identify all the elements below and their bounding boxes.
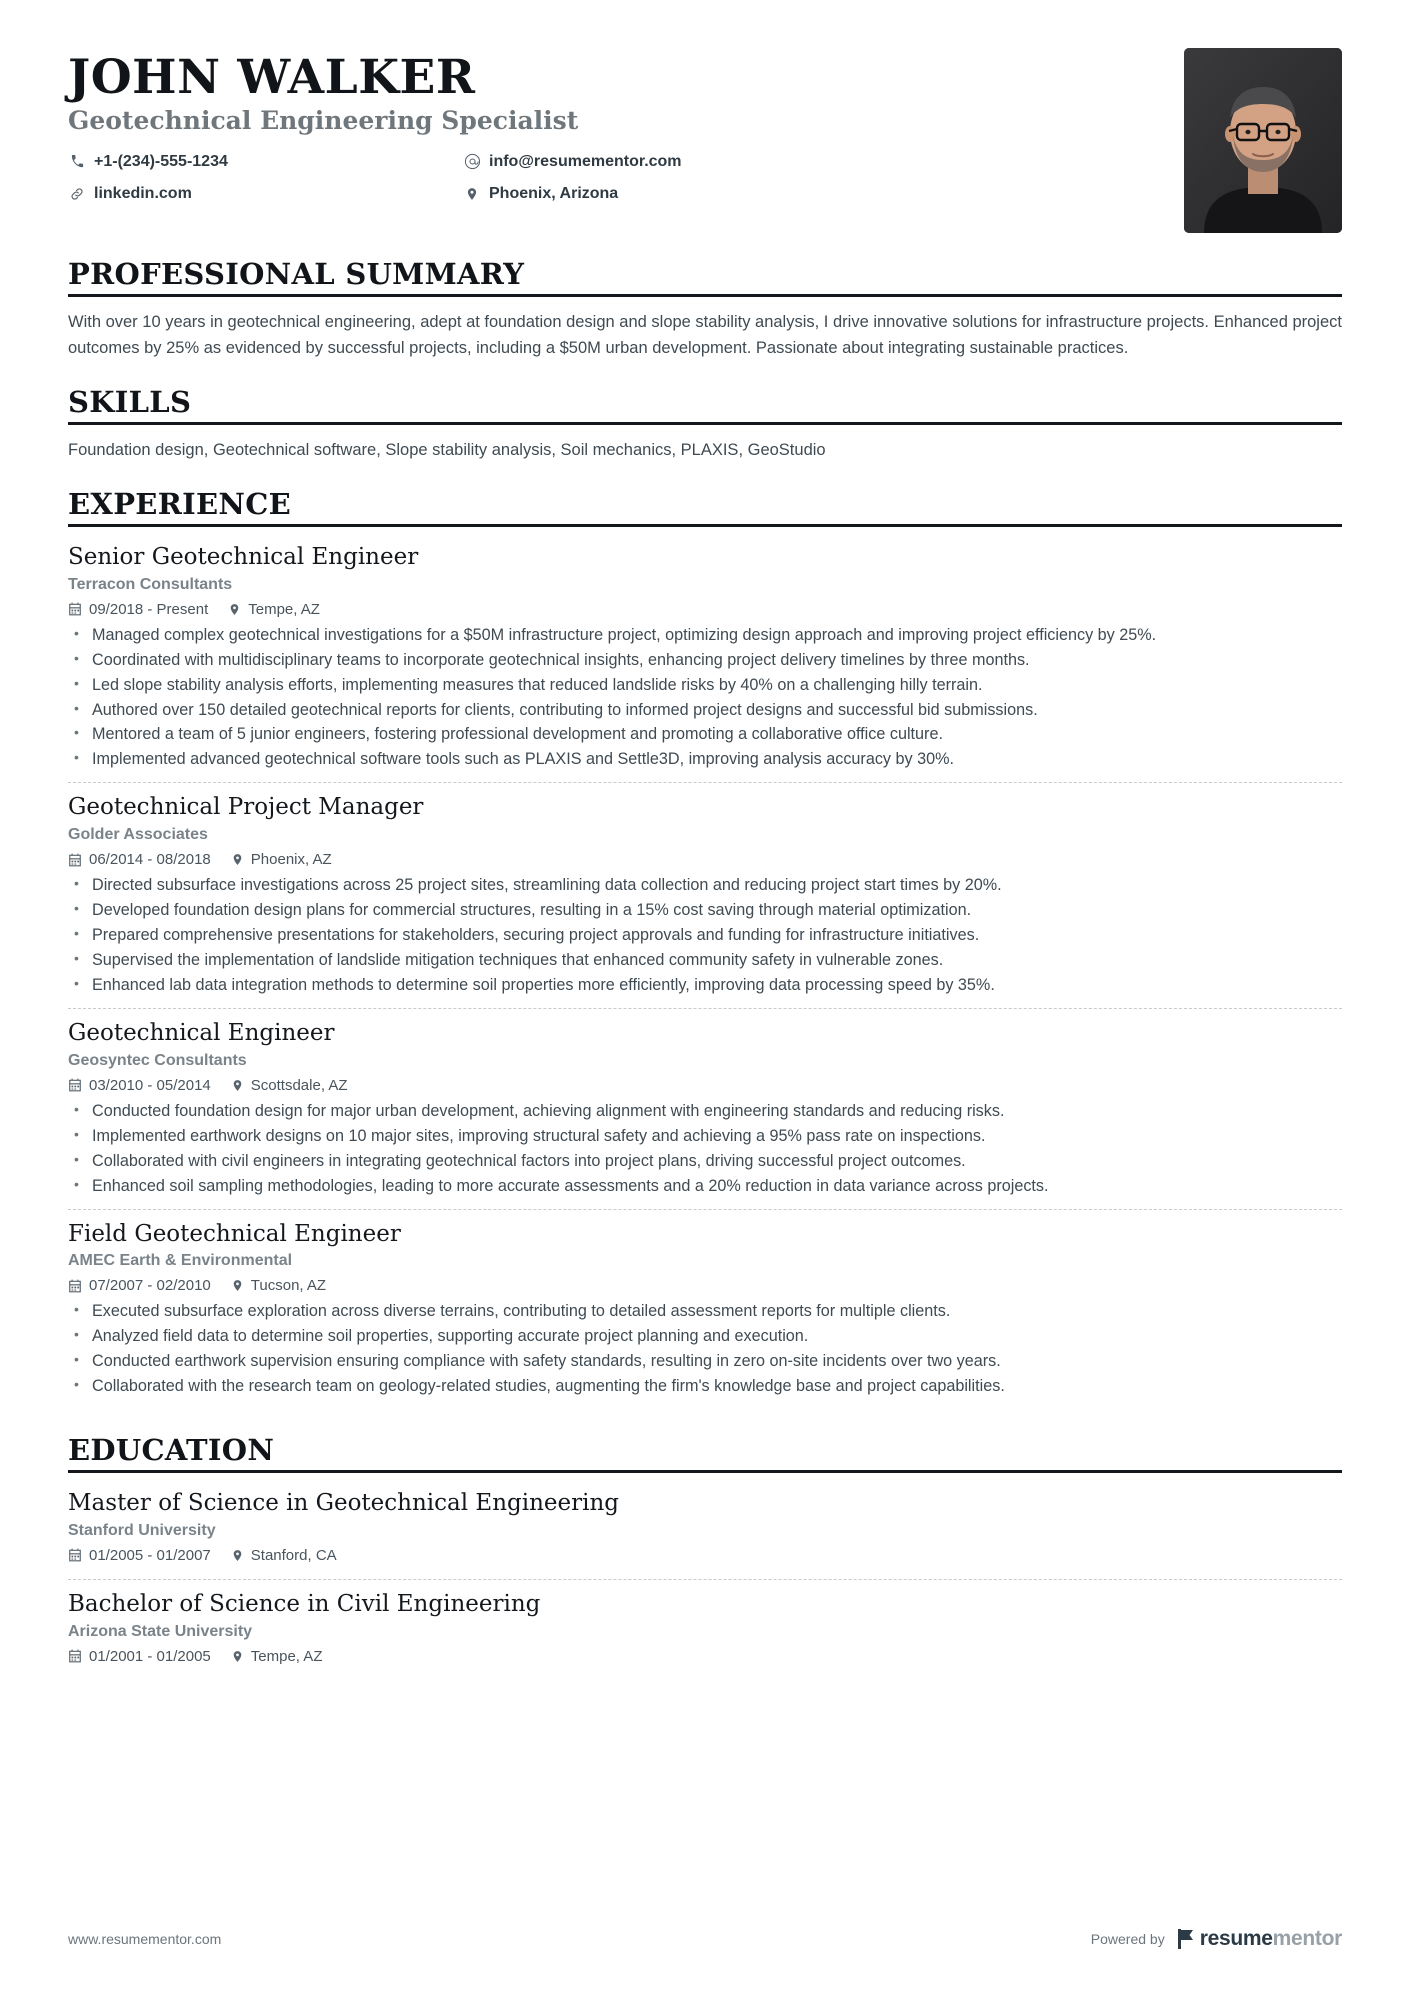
entry-dates <box>68 1277 211 1294</box>
entry-bullet: • Implemented advanced geotechnical software tools such as PLAXIS and Settle3D, improving analysis accuracy by 30%. <box>68 748 1342 772</box>
calendar-icon <box>68 1548 82 1562</box>
entry-dates <box>68 601 208 618</box>
entry-organization: Geosyntec Consultants <box>68 1051 247 1069</box>
footer-branding <box>1091 1927 1342 1951</box>
resumementor-logo <box>1177 1927 1342 1951</box>
entry-dates <box>68 1648 211 1665</box>
entry-bullet: • Led slope stability analysis efforts, implementing measures that reduced landslide risks by 40% on a challenging hilly terrain. <box>68 674 1342 698</box>
entry-title: Senior Geotechnical Engineer <box>68 543 419 570</box>
header-text-block <box>68 48 1184 210</box>
calendar-icon <box>68 602 82 616</box>
location-pin-icon <box>231 1649 244 1664</box>
entry-bullet: • Executed subsurface exploration across diverse terrains, contributing to detailed assessment reports for multiple clients. <box>68 1300 1342 1324</box>
section-divider <box>68 422 1342 425</box>
entry-location <box>231 1277 326 1294</box>
entry-location <box>231 1648 323 1665</box>
entry-bullet-list <box>68 1100 1342 1199</box>
entry-bullet: • Collaborated with the research team on geology-related studies, augmenting the firm's knowledge base and project capabilities. <box>68 1375 1342 1399</box>
candidate-name: JOHN WALKER <box>68 50 476 105</box>
entry-title: Geotechnical Engineer <box>68 1020 335 1047</box>
entry-bullet: • Developed foundation design plans for commercial structures, resulting in a 15% cost saving through material optimization. <box>68 899 1342 923</box>
entry-bullet: • Implemented earthwork designs on 10 major sites, improving structural safety and achieving a 95% pass rate on inspections. <box>68 1125 1342 1149</box>
location-pin-icon <box>231 1548 244 1563</box>
contact-location-text: Phoenix, Arizona <box>489 184 619 202</box>
entry-bullet: • Collaborated with civil engineers in integrating geotechnical factors into project plans, driving successful project outcomes. <box>68 1150 1342 1174</box>
location-pin-icon <box>231 1278 244 1293</box>
entry-dates <box>68 851 211 868</box>
calendar-icon <box>68 1649 82 1663</box>
footer-website[interactable]: www.resumementor.com <box>68 1931 222 1947</box>
section-title-experience: EXPERIENCE <box>68 486 291 521</box>
brand-text-resume: resume <box>1199 1927 1273 1950</box>
flag-mark-icon <box>1177 1929 1194 1949</box>
entry-location-text: Scottsdale, AZ <box>250 1076 348 1094</box>
entry-meta <box>68 1077 1342 1094</box>
entry-location-text: Tempe, AZ <box>248 600 320 618</box>
contact-linkedin[interactable] <box>68 178 463 210</box>
entry-bullet: • Enhanced soil sampling methodologies, leading to more accurate assessments and a 20% reduction in data variance across projects. <box>68 1175 1342 1199</box>
skills-text: Foundation design, Geotechnical software, Slope stability analysis, Soil mechanics, PLAXIS, GeoStudio <box>68 440 826 459</box>
entry-location <box>228 601 320 618</box>
entry-dates-text: 01/2001 - 01/2005 <box>89 1647 211 1665</box>
section-divider <box>68 524 1342 527</box>
section-divider <box>68 1470 1342 1473</box>
contact-email[interactable] <box>463 146 858 178</box>
entry-dates-text: 06/2014 - 08/2018 <box>89 851 211 869</box>
entry-bullet: • Directed subsurface investigations across 25 project sites, streamlining data collection and reducing project start times by 20%. <box>68 874 1342 898</box>
entry-meta <box>68 851 1342 868</box>
candidate-job-title: Geotechnical Engineering Specialist <box>68 105 579 135</box>
entry-title: Field Geotechnical Engineer <box>68 1220 401 1247</box>
entry-meta <box>68 1277 1342 1294</box>
entry-bullet: • Mentored a team of 5 junior engineers, fostering professional development and promoting a collaborative office culture. <box>68 723 1342 747</box>
entry-meta <box>68 1547 1342 1564</box>
section-title-education: EDUCATION <box>68 1433 275 1468</box>
experience-entry <box>68 782 1342 1008</box>
calendar-icon <box>68 1078 82 1092</box>
location-pin-icon <box>231 852 244 867</box>
entry-bullet: • Conducted earthwork supervision ensuring compliance with safety standards, resulting in zero on-site incidents over two years. <box>68 1350 1342 1374</box>
location-pin-icon <box>463 186 481 202</box>
entry-bullet: • Analyzed field data to determine soil properties, supporting accurate project planning and execution. <box>68 1325 1342 1349</box>
contact-location <box>463 178 858 210</box>
section-skills <box>68 387 1342 463</box>
entry-organization: Golder Associates <box>68 826 208 844</box>
education-entry-list <box>68 1485 1342 1680</box>
entry-location-text: Phoenix, AZ <box>250 851 332 869</box>
entry-bullet: • Coordinated with multidisciplinary teams to incorporate geotechnical insights, enhancing project delivery timelines by three months. <box>68 649 1342 673</box>
entry-organization: Stanford University <box>68 1521 216 1539</box>
link-icon <box>68 186 86 202</box>
section-education <box>68 1435 1342 1679</box>
brand-text-mentor: mentor <box>1272 1927 1342 1950</box>
entry-organization: Terracon Consultants <box>68 575 233 593</box>
entry-dates-text: 09/2018 - Present <box>89 600 209 618</box>
entry-organization: AMEC Earth & Environmental <box>68 1252 293 1270</box>
section-professional-summary <box>68 259 1342 361</box>
phone-icon <box>68 154 86 169</box>
education-entry <box>68 1485 1342 1579</box>
portrait-illustration <box>1184 48 1342 233</box>
entry-bullet: • Authored over 150 detailed geotechnical reports for clients, contributing to informed project designs and successful bid submissions. <box>68 699 1342 723</box>
education-entry <box>68 1579 1342 1680</box>
entry-bullet-list <box>68 624 1342 773</box>
contact-phone[interactable] <box>68 146 463 178</box>
section-experience <box>68 486 1342 1409</box>
entry-dates-text: 03/2010 - 05/2014 <box>89 1076 211 1094</box>
entry-bullet: • Managed complex geotechnical investigations for a $50M infrastructure project, optimizing design approach and improving project efficiency by 25%. <box>68 624 1342 648</box>
section-title-summary: PROFESSIONAL SUMMARY <box>68 257 525 291</box>
entry-title: Master of Science in Geotechnical Engineering <box>68 1490 620 1517</box>
avatar <box>1184 48 1342 233</box>
experience-entry-list <box>68 539 1342 1409</box>
entry-title: Geotechnical Project Manager <box>68 794 424 821</box>
brand-wordmark <box>1200 1927 1342 1951</box>
contact-phone-text: +1-(234)-555-1234 <box>94 152 228 170</box>
calendar-icon <box>68 853 82 867</box>
contact-list <box>68 146 858 210</box>
entry-location-text: Tempe, AZ <box>250 1647 323 1665</box>
calendar-icon <box>68 1279 82 1293</box>
entry-dates-text: 01/2005 - 01/2007 <box>89 1546 211 1564</box>
entry-bullet-list <box>68 874 1342 998</box>
experience-entry <box>68 1008 1342 1209</box>
entry-bullet: • Conducted foundation design for major urban development, achieving alignment with engineering standards and reducing risks. <box>68 1100 1342 1124</box>
entry-meta <box>68 1648 1342 1665</box>
location-pin-icon <box>228 602 241 617</box>
contact-linkedin-text: linkedin.com <box>94 184 192 202</box>
entry-organization: Arizona State University <box>68 1622 253 1640</box>
entry-location <box>231 851 332 868</box>
powered-by-label: Powered by <box>1090 1931 1165 1947</box>
email-icon <box>463 153 481 170</box>
entry-bullet: • Prepared comprehensive presentations for stakeholders, securing project approvals and funding for infrastructure initiatives. <box>68 924 1342 948</box>
entry-location <box>231 1547 337 1564</box>
entry-location-text: Tucson, AZ <box>250 1277 327 1295</box>
entry-bullet: • Enhanced lab data integration methods to determine soil properties more efficiently, improving data processing speed by 35%. <box>68 974 1342 998</box>
entry-location <box>231 1077 348 1094</box>
summary-text: With over 10 years in geotechnical engineering, adept at foundation design and slope stability analysis, I drive innovative solutions for infrastructure projects. Enhanced project outcomes by 25% as evidenced by successful projects, including a $50M urban development. Passionate about integrating sustainable practices. <box>68 312 1342 357</box>
entry-meta <box>68 601 1342 618</box>
entry-dates <box>68 1547 211 1564</box>
contact-email-text: info@resumementor.com <box>489 152 682 170</box>
entry-bullet-list <box>68 1300 1342 1399</box>
experience-entry <box>68 539 1342 783</box>
entry-location-text: Stanford, CA <box>250 1546 337 1564</box>
entry-bullet: • Supervised the implementation of landslide mitigation techniques that enhanced community safety in vulnerable zones. <box>68 949 1342 973</box>
resume-header <box>68 48 1342 233</box>
location-pin-icon <box>231 1078 244 1093</box>
entry-dates-text: 07/2007 - 02/2010 <box>89 1277 211 1295</box>
section-divider <box>68 294 1342 297</box>
experience-entry <box>68 1209 1342 1410</box>
page-footer <box>68 1927 1342 1951</box>
entry-title: Bachelor of Science in Civil Engineering <box>68 1590 541 1617</box>
entry-dates <box>68 1077 211 1094</box>
section-title-skills: SKILLS <box>68 385 192 420</box>
